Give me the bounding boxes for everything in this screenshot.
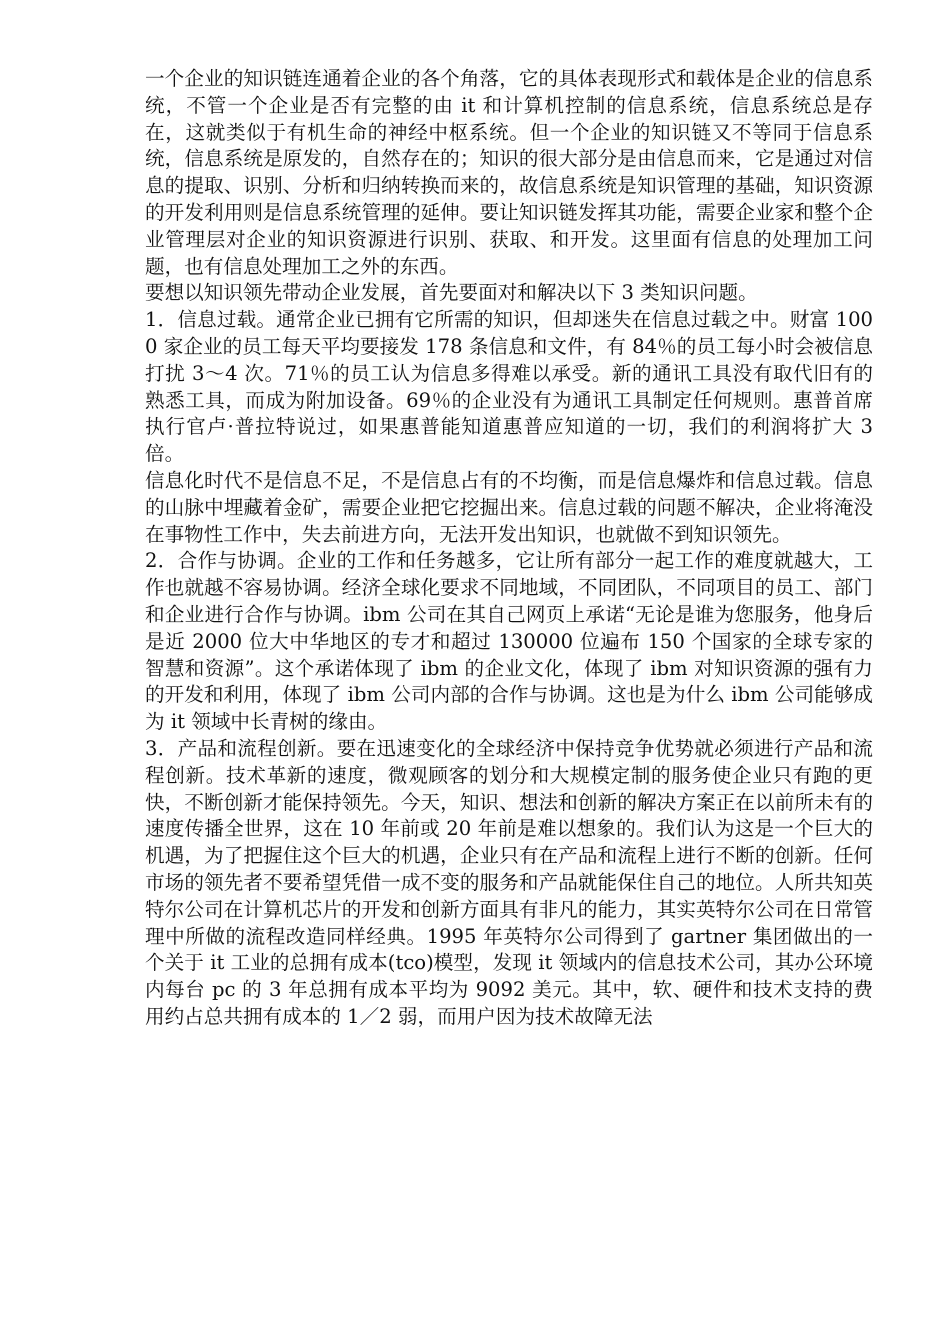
paragraph-product-process-innovation: 3．产品和流程创新。要在迅速变化的全球经济中保持竞争优势就必须进行产品和流程创新。技术革新的速度，微观顾客的划分和大规模定制的服务使企业只有跑的更快，不断创新才能保持领先。今天，知识、想法和创新的解决方案正在以前所未有的速度传播全世界，这在 10 年前或 20 年前是难以想象的。我们认为这是一个巨大的机遇，为了把握住这个巨大的机遇，企业只有在产品和流程上进行不断的创新。任何市场的领先者不要希望凭借一成不变的服务和产品就能保住自己的地位。人所共知英特尔公司在计算机芯片的开发和创新方面具有非凡的能力，其实英特尔公司在日常管理中所做的流程改造同样经典。1995 年英特尔公司得到了 gartner 集团做出的一个关于 it 工业的总拥有成本(tco)模型，发现 it 领域内的信息技术公司，其办公环境内每台 pc 的 3 年总拥有成本平均为 9092 美元。其中，软、硬件和技术支持的费用约占总共拥有成本的 1／2 弱，而用户因为技术故障无法 [145, 736, 873, 1028]
paragraph-three-problems-intro: 要想以知识领先带动企业发展，首先要面对和解决以下 3 类知识问题。 [145, 281, 758, 305]
paragraph-cooperation-coordination: 2．合作与协调。企业的工作和任务越多，它让所有部分一起工作的难度就越大，工作也就越不容易协调。经济全球化要求不同地域，不同团队，不同项目的员工、部门和企业进行合作与协调。ibm 公司在其自己网页上承诺“无论是谁为您服务，他身后是近 2000 位大中华地区的专才和超过 130000 位遍布 150 个国家的全球专家的智慧和资源”。这个承诺体现了 ibm 的企业文化，体现了 ibm 对知识资源的强有力的开发和利用，体现了 ibm 公司内部的合作与协调。这也是为什么 ibm 公司能够成为 it 领域中长青树的缘由。 [145, 549, 873, 734]
paragraph-information-overload: 1．信息过载。通常企业已拥有它所需的知识，但却迷失在信息过载之中。财富 1000 家企业的员工每天平均要接发 178 条信息和文件，有 84％的员工每小时会被信息打扰 3～4 次。71％的员工认为信息多得难以承受。新的通讯工具没有取代旧有的熟悉工具，而成为附加设备。69％的企业没有为通讯工具制定任何规则。惠普首席执行官卢·普拉特说过，如果惠普能知道惠普应知道的一切，我们的利润将扩大 3 倍。 [145, 308, 873, 466]
document-body [145, 66, 873, 1031]
paragraph-information-age: 信息化时代不是信息不足，不是信息占有的不均衡，而是信息爆炸和信息过载。信息的山脉中埋藏着金矿，需要企业把它挖掘出来。信息过载的问题不解决，企业将淹没在事物性工作中，失去前进方向，无法开发出知识，也就做不到知识领先。 [145, 468, 873, 546]
paragraph-knowledge-chain: 一个企业的知识链连通着企业的各个角落，它的具体表现形式和载体是企业的信息系统，不管一个企业是否有完整的由 it 和计算机控制的信息系统，信息系统总是存在，这就类似于有机生命的神经中枢系统。但一个企业的知识链又不等同于信息系统，信息系统是原发的，自然存在的；知识的很大部分是由信息而来，它是通过对信息的提取、识别、分析和归纳转换而来的，故信息系统是知识管理的基础，知识资源的开发利用则是信息系统管理的延伸。要让知识链发挥其功能，需要企业家和整个企业管理层对企业的知识资源进行识别、获取、和开发。这里面有信息的处理加工问题，也有信息处理加工之外的东西。 [145, 67, 873, 278]
